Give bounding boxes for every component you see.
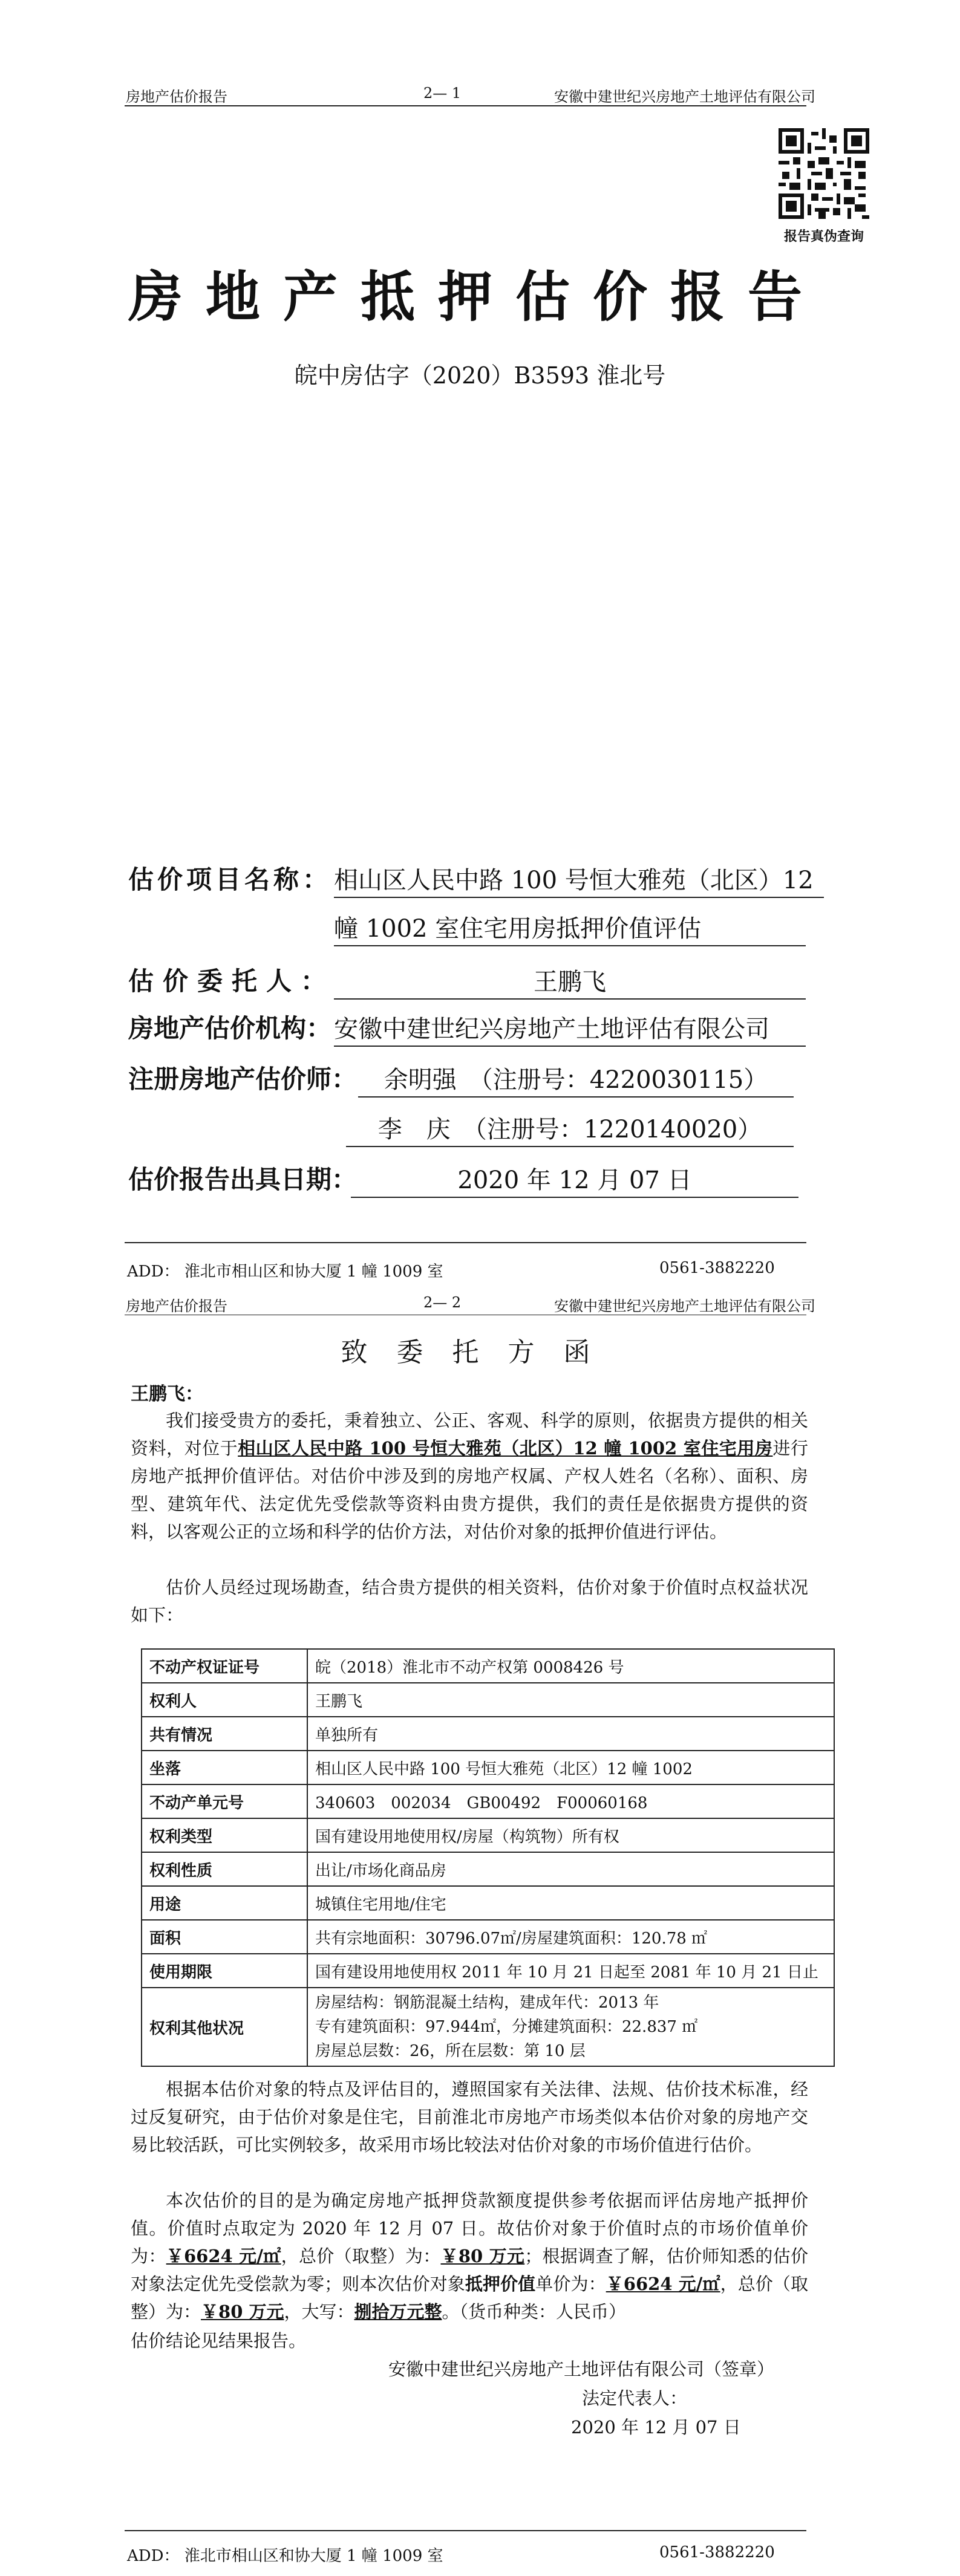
footer-phone: 0561-3882220	[659, 1259, 775, 1277]
project-name-label: 估价项目名称：	[128, 865, 332, 894]
header-right: 安徽中建世纪兴房地产土地评估有限公司	[554, 1298, 815, 1315]
property-rights-table	[141, 1648, 835, 2067]
table-key: 不动产权证证号	[142, 1649, 307, 1683]
table-value: 房屋结构：钢筋混凝土结构，建成年代：2013 年 专有建筑面积：97.944㎡，分摊建筑面积：22.837 ㎡ 房屋总层数：26，所在层数：第 10 层	[307, 1988, 834, 2066]
table-row	[142, 1954, 834, 1988]
signature-representative: 法定代表人：	[582, 2388, 688, 2408]
appraiser-1: 余明强 （注册号：4220030115）	[358, 1061, 794, 1098]
table-value: 皖（2018）淮北市不动产权第 0008426 号	[307, 1649, 834, 1683]
market-total-price: ￥80 万元	[440, 2246, 525, 2266]
table-value: 340603 002034 GB00492 F00060168	[307, 1784, 834, 1818]
table-key: 权利人	[142, 1683, 307, 1717]
valuation-org-value: 安徽中建世纪兴房地产土地评估有限公司	[334, 1010, 806, 1047]
header-right: 安徽中建世纪兴房地产土地评估有限公司	[554, 88, 815, 105]
mortgage-amount-in-words: 捌拾万元整	[354, 2301, 442, 2322]
letter-paragraph-4: 本次估价的目的是为确定房地产抵押贷款额度提供参考依据而评估房地产抵押价值。价值时点取定为 2020 年 12 月 07 日。故估价对象于价值时点的市场价值单价为：￥6624 元/㎡，总价（取整）为：￥80 万元；根据调查了解，估价师知悉的估价对象法定优先受偿款为零；则本次估价对象抵押价值单价为：￥6624 元/㎡，总价（取整）为：￥80 万元，大写：捌拾万元整。（货币种类：人民币）	[131, 2190, 808, 2322]
table-value: 相山区人民中路 100 号恒大雅苑（北区）12 幢 1002	[307, 1751, 834, 1784]
table-value: 王鹏飞	[307, 1683, 834, 1717]
table-key: 用途	[142, 1886, 307, 1920]
report-date-value: 2020 年 12 月 07 日	[351, 1161, 798, 1198]
appraiser-label: 注册房地产估价师：	[128, 1064, 358, 1094]
table-key: 权利其他状况	[142, 1988, 307, 2066]
qr-caption: 报告真伪查询	[783, 229, 864, 244]
project-name-line1: 相山区人民中路 100 号恒大雅苑（北区）12	[334, 861, 824, 898]
signature-company: 安徽中建世纪兴房地产土地评估有限公司（签章）	[388, 2359, 775, 2379]
table-row	[142, 1649, 834, 1683]
table-value: 国有建设用地使用权 2011 年 10 月 21 日起至 2081 年 10 月 21 日止	[307, 1954, 834, 1988]
table-key: 权利性质	[142, 1852, 307, 1886]
table-key: 共有情况	[142, 1717, 307, 1751]
table-key: 使用期限	[142, 1954, 307, 1988]
signature-date: 2020 年 12 月 07 日	[571, 2417, 741, 2438]
client-label: 估价委托人：	[128, 966, 336, 996]
header-divider	[125, 105, 806, 106]
table-value: 单独所有	[307, 1717, 834, 1751]
report-title: 房地产抵押估价报告	[128, 265, 825, 329]
table-row	[142, 1886, 834, 1920]
footer-address: ADD： 淮北市相山区和协大厦 1 幢 1009 室	[127, 2547, 443, 2565]
client-value: 王鹏飞	[334, 963, 806, 1000]
table-key: 不动产单元号	[142, 1784, 307, 1818]
table-key: 面积	[142, 1920, 307, 1954]
market-unit-price: ￥6624 元/㎡	[166, 2246, 281, 2266]
header-left: 房地产估价报告	[126, 88, 227, 105]
table-row	[142, 1751, 834, 1784]
header-left: 房地产估价报告	[126, 1298, 227, 1315]
property-address-highlight: 相山区人民中路 100 号恒大雅苑（北区）12 幢 1002 室住宅用房	[238, 1438, 773, 1459]
table-key: 坐落	[142, 1751, 307, 1784]
footer-phone: 0561-3882220	[659, 2543, 775, 2561]
footer-divider	[125, 1242, 806, 1243]
table-row	[142, 1988, 834, 2066]
letter-title: 致委托方函	[341, 1337, 619, 1368]
header-page-number: 2— 2	[423, 1294, 462, 1311]
qr-code-icon[interactable]	[779, 128, 869, 219]
table-key: 权利类型	[142, 1818, 307, 1852]
letter-paragraph-2: 估价人员经过现场勘查，结合贵方提供的相关资料，估价对象于价值时点权益状况如下：	[131, 1577, 808, 1625]
table-row	[142, 1683, 834, 1717]
table-row	[142, 1818, 834, 1852]
table-value: 城镇住宅用地/住宅	[307, 1886, 834, 1920]
mortgage-unit-price: ￥6624 元/㎡	[606, 2274, 720, 2294]
letter-paragraph-5: 估价结论见结果报告。	[131, 2330, 307, 2351]
table-value: 共有宗地面积：30796.07㎡/房屋建筑面积：120.78 ㎡	[307, 1920, 834, 1954]
report-date-label: 估价报告出具日期：	[128, 1165, 358, 1194]
letter-paragraph-3: 根据本估价对象的特点及评估目的，遵照国家有关法律、法规、估价技术标准，经过反复研究，由于估价对象是住宅，目前淮北市房地产市场类似本估价对象的房地产交易比较活跃，可比实例较多，故采用市场比较法对估价对象的市场价值进行估价。	[131, 2079, 808, 2155]
table-row	[142, 1784, 834, 1818]
report-document-number: 皖中房估字（2020）B3593 淮北号	[294, 362, 666, 389]
table-value: 国有建设用地使用权/房屋（构筑物）所有权	[307, 1818, 834, 1852]
project-name-line2: 幢 1002 室住宅用房抵押价值评估	[334, 909, 806, 946]
table-value: 出让/市场化商品房	[307, 1852, 834, 1886]
mortgage-total-price: ￥80 万元	[201, 2301, 284, 2322]
valuation-org-label: 房地产估价机构：	[128, 1013, 332, 1043]
addressee: 王鹏飞：	[131, 1384, 203, 1405]
table-row	[142, 1717, 834, 1751]
appraiser-2: 李 庆 （注册号：1220140020）	[346, 1110, 794, 1147]
letter-paragraph-1: 我们接受贵方的委托，秉着独立、公正、客观、科学的原则，依据贵方提供的相关资料，对位于相山区人民中路 100 号恒大雅苑（北区）12 幢 1002 室住宅用房进行房地产抵押价值评估。对估价中涉及到的房地产权属、产权人姓名（名称）、面积、房型、建筑年代、法定优先受偿款等资料由贵方提供，我们的责任是依据贵方提供的资料，以客观公正的立场和科学的估价方法，对估价对象的抵押价值进行评估。	[131, 1410, 808, 1542]
footer-divider	[125, 2530, 806, 2531]
table-row	[142, 1920, 834, 1954]
footer-address: ADD： 淮北市相山区和协大厦 1 幢 1009 室	[127, 1263, 443, 1281]
table-row	[142, 1852, 834, 1886]
header-page-number: 2— 1	[423, 85, 462, 102]
